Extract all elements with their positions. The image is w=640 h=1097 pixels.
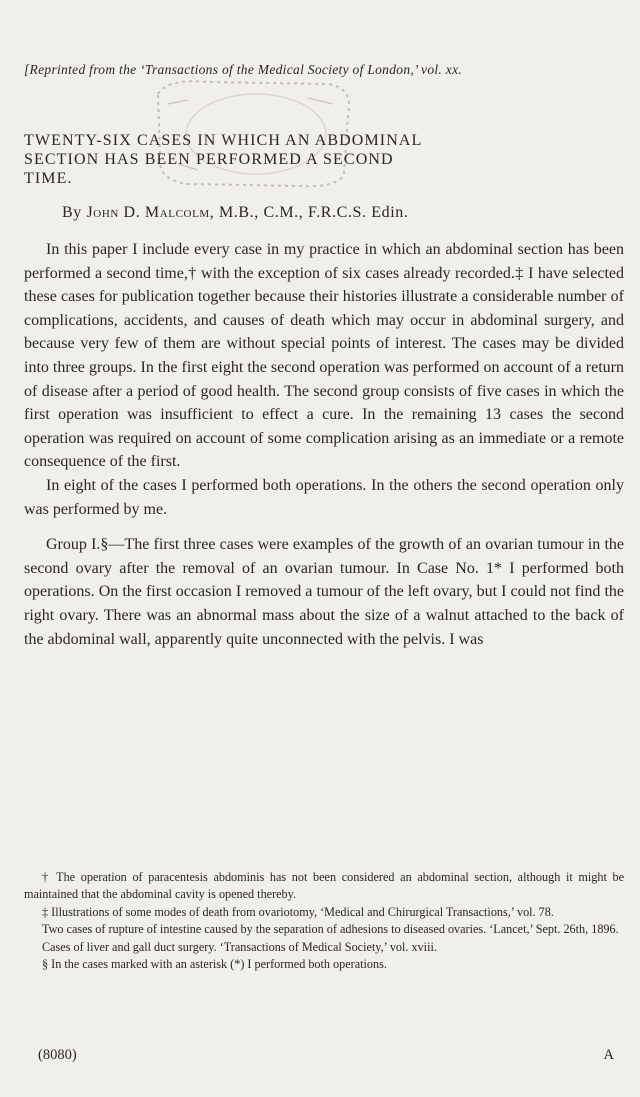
paragraph: In eight of the cases I performed both operations. In the others the second operation only was performed by me. [24, 476, 624, 518]
author-prefix: By [62, 204, 82, 221]
paragraph: Group I.§—The first three cases were examples of the growth of an ovarian tumour in the second ovary after the removal of an ovarian tumour. In Case No. 1* I performed both operations. On the first occasion I removed a tumour of the left ovary, but I could not find the right ovary. There was an abnormal mass about the size of a walnut attached to the back of the abdominal wall, apparently quite unconnected with the pelvis. I was [24, 536, 624, 648]
body-text [24, 238, 624, 651]
print-number: (8080) [38, 1047, 77, 1063]
reprint-header: [Reprinted from the ‘Transactions of the Medical Society of London,’ vol. xx. [24, 62, 463, 77]
signature-mark: A [603, 1047, 614, 1063]
footnote: † The operation of paracentesis abdominis has not been considered an abdominal section, although it might be maintained that the abdominal cavity is opened thereby. [24, 870, 624, 902]
footnotes [24, 869, 624, 973]
footnote: Two cases of rupture of intestine caused by the separation of adhesions to diseased ovaries. ‘Lancet,’ Sept. 26th, 1896. [42, 922, 619, 937]
title-line-3: TIME. [24, 170, 73, 187]
printer-signature [38, 1047, 618, 1064]
author-name: John D. Malcolm, [86, 204, 215, 221]
title-line-1: TWENTY-SIX CASES IN WHICH AN ABDOMINAL [24, 132, 423, 149]
author-line [62, 204, 408, 222]
footnote: § In the cases marked with an asterisk (*) I performed both operations. [42, 957, 387, 972]
paper-title [24, 131, 622, 188]
author-degrees: M.B., C.M., F.R.C.S. Edin. [218, 204, 409, 221]
paragraph: In this paper I include every case in my practice in which an abdominal section has been performed a second time,† with the exception of six cases already recorded.‡ I have selected these cases for publication together because their histories illustrate a considerable number of complications, accidents, and causes of death which may occur in abdominal surgery, and because very few of them are without special points of interest. The cases may be divided into three groups. In the first eight the second operation was performed on account of a return of disease after a period of good health. The second group consists of five cases in which the first operation was insufficient to effect a cure. In the remaining 13 cases the second operation was required on account of some complication arising as an immediate or a remote consequence of the first. [24, 241, 624, 471]
footnote: Cases of liver and gall duct surgery. ‘Transactions of Medical Society,’ vol. xviii. [42, 939, 437, 954]
footnote: ‡ Illustrations of some modes of death from ovariotomy, ‘Medical and Chirurgical Transactions,’ vol. 78. [42, 904, 554, 919]
title-line-2: SECTION HAS BEEN PERFORMED A SECOND [24, 151, 394, 168]
